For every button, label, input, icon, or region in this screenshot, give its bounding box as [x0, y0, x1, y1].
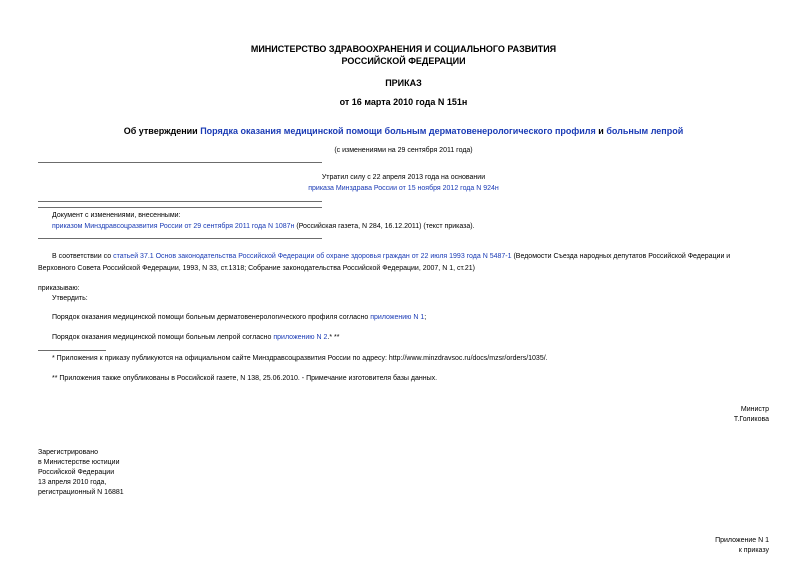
- divider: [38, 162, 322, 163]
- divider: [38, 201, 322, 202]
- registration-line1: Зарегистрировано: [38, 449, 98, 456]
- expiry-link[interactable]: приказа Минздрава России от 15 ноября 2012 года N 924н: [308, 185, 499, 192]
- doc-date: от 16 марта 2010 года N 151н: [339, 97, 468, 107]
- amended-by-label: Документ с изменениями, внесенными:: [52, 212, 181, 219]
- appendix-2-link[interactable]: приложению N 2: [273, 334, 328, 341]
- document-title: [0, 126, 807, 136]
- item-2-text: Порядок оказания медицинской помощи больным лепрой согласно: [52, 334, 274, 341]
- amended-by-link[interactable]: приказом Минздравсоцразвития России от 29 сентября 2011 года N 1087н: [52, 223, 295, 230]
- basis-link[interactable]: статьей 37.1 Основ законодательства Российской Федерации об охране здоровья граждан от 22 июля 1993 года N 5487-1: [113, 253, 512, 260]
- registration-line3: Российской Федерации: [38, 469, 115, 476]
- basis-prefix: В соответствии со: [52, 253, 114, 260]
- expiry-line: Утратил силу с 22 апреля 2013 года на основании: [321, 174, 486, 181]
- title-mid: и: [595, 126, 607, 136]
- title-link-leprosy[interactable]: больным лепрой: [606, 126, 684, 136]
- signature-name: Т.Голикова: [733, 416, 769, 423]
- footnote-divider: [38, 350, 106, 351]
- amended-by-line: [52, 223, 475, 230]
- registration-line4: 13 апреля 2010 года,: [38, 479, 107, 486]
- item-2-end: .* **: [327, 334, 340, 341]
- title-link-dermatovenerology[interactable]: Порядка оказания медицинской помощи больным дерматовенерологического профиля: [200, 126, 596, 136]
- amended-by-rest: (Российская газета, N 284, 16.12.2011) (текст приказа).: [294, 223, 475, 230]
- divider: [38, 207, 322, 208]
- changes-note: (с изменениями на 29 сентября 2011 года): [334, 147, 473, 154]
- appendix-1-link[interactable]: приложению N 1: [370, 314, 425, 321]
- signature-position: Министр: [740, 406, 769, 413]
- title-prefix: Об утверждении: [123, 126, 201, 136]
- order-word: приказываю:: [38, 285, 80, 292]
- item-2: [52, 334, 339, 341]
- doc-type: ПРИКАЗ: [385, 78, 422, 88]
- registration-line5: регистрационный N 16881: [38, 489, 124, 496]
- footnote-1: * Приложения к приказу публикуются на официальном сайте Минздравсоцразвития России по адресу: http://www.minzdravsoc.ru/docs/mzsr/orders/1035/.: [52, 355, 548, 362]
- divider: [38, 238, 322, 239]
- registration-line2: в Министерстве юстиции: [38, 459, 120, 466]
- item-1-text: Порядок оказания медицинской помощи больным дерматовенерологического профиля согласно: [52, 314, 371, 321]
- appendix-line2: к приказу: [738, 547, 769, 554]
- item-1-end: ;: [424, 314, 427, 321]
- approve-word: Утвердить:: [52, 295, 88, 302]
- ministry-line2: РОССИЙСКОЙ ФЕДЕРАЦИИ: [341, 56, 466, 66]
- basis-line1: [52, 253, 730, 260]
- item-1: [52, 314, 426, 321]
- appendix-line1: Приложение N 1: [715, 537, 769, 544]
- ministry-line1: МИНИСТЕРСТВО ЗДРАВООХРАНЕНИЯ И СОЦИАЛЬНОГО РАЗВИТИЯ: [250, 44, 557, 54]
- basis-line2: Верховного Совета Российской Федерации, 1993, N 33, ст.1318; Собрание законодательства Российской Федерации, 2007, N 1, ст.21): [38, 265, 475, 272]
- basis-rest: (Ведомости Съезда народных депутатов Российской Федерации и: [511, 253, 731, 260]
- footnote-2: ** Приложения также опубликованы в Российской газете, N 138, 25.06.2010. - Примечание изготовителя базы данных.: [52, 375, 438, 382]
